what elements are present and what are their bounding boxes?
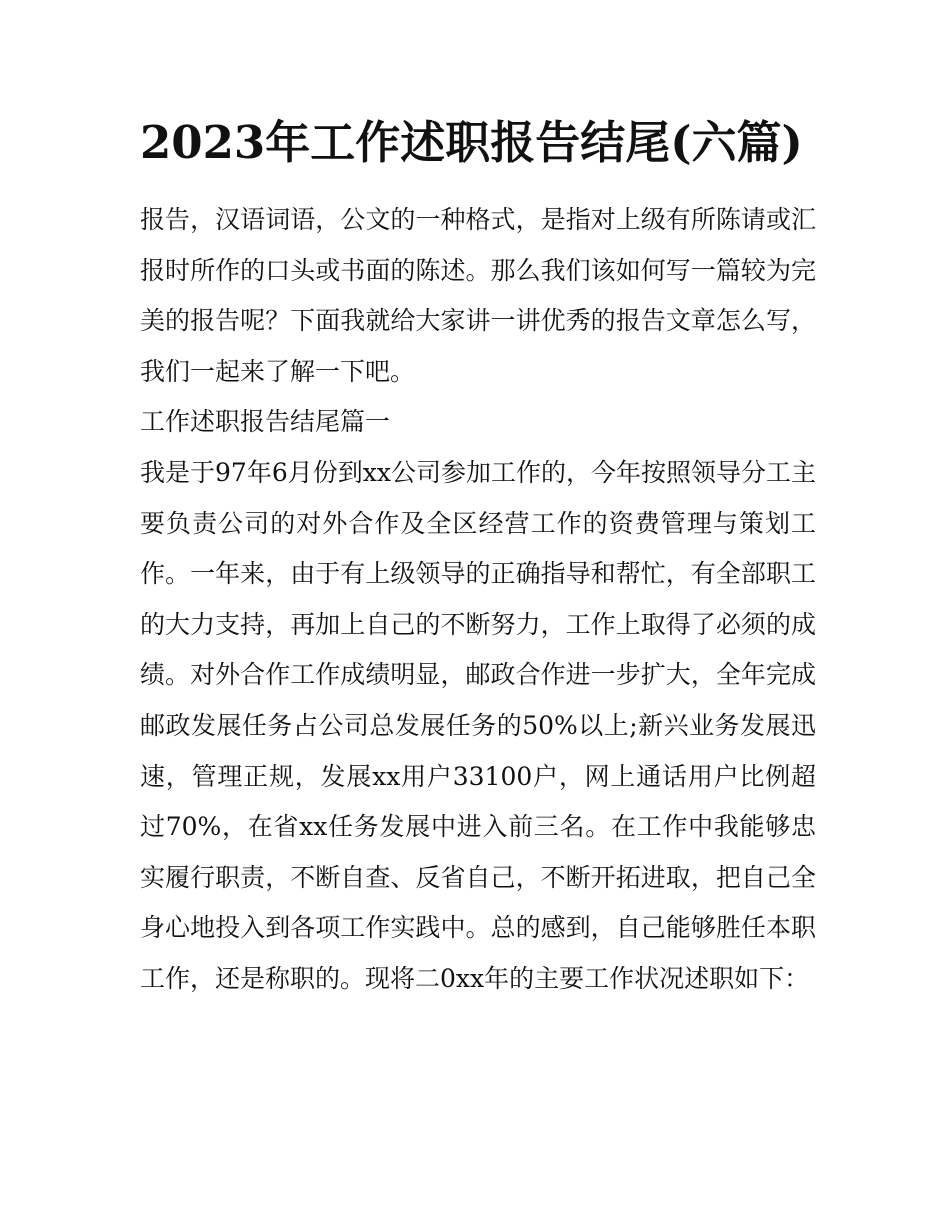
intro-paragraph: 报告，汉语词语，公文的一种格式，是指对上级有所陈请或汇报时所作的口头或书面的陈述。那么我们该如何写一篇较为完美的报告呢？下面我就给大家讲一讲优秀的报告文章怎么写，我们一起来了解一下吧。: [140, 205, 816, 386]
section-heading: 工作述职报告结尾篇一: [140, 407, 391, 437]
document-title: 2023年工作述职报告结尾(六篇): [140, 116, 803, 169]
document-page: [140, 112, 816, 1005]
body-paragraph: 我是于97年6月份到xx公司参加工作的，今年按照领导分工主要负责公司的对外合作及全区经营工作的资费管理与策划工作。一年来，由于有上级领导的正确指导和帮忙，有全部职工的大力支持，再加上自己的不断努力，工作上取得了必须的成绩。对外合作工作成绩明显，邮政合作进一步扩大，全年完成邮政发展任务占公司总发展任务的50%以上;新兴业务发展迅速，管理正规，发展xx用户33100户，网上通话用户比例超过70%，在省xx任务发展中进入前三名。在工作中我能够忠实履行职责，不断自查、反省自己，不断开拓进取，把自己全身心地投入到各项工作实践中。总的感到，自己能够胜任本职工作，还是称职的。现将二0xx年的主要工作状况述职如下：: [140, 457, 816, 993]
